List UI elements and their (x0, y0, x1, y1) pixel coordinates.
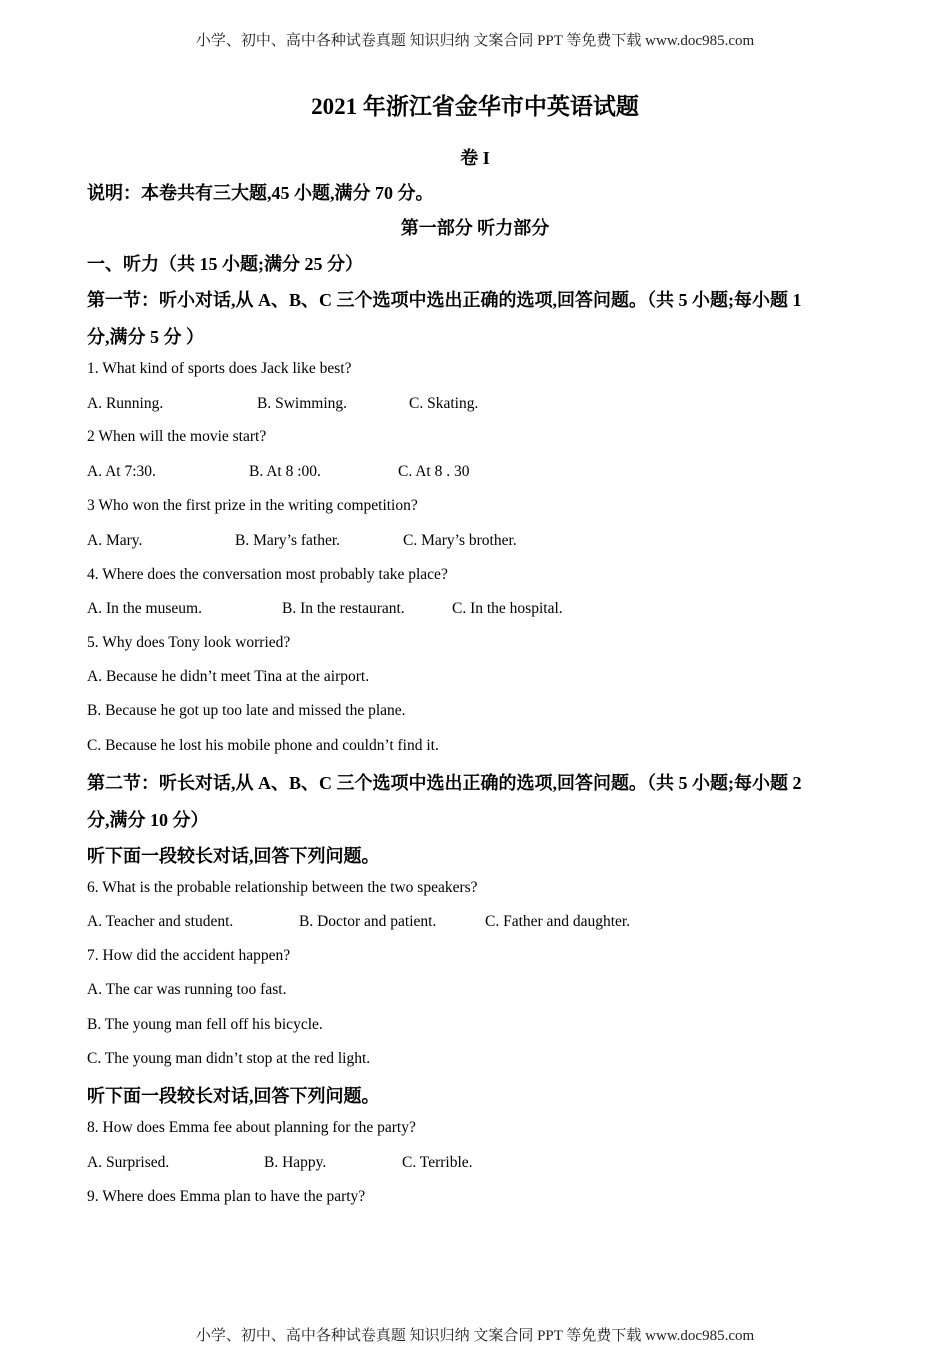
q5-option-c: C. Because he lost his mobile phone and couldn’t find it. (87, 737, 439, 754)
page-footer: 小学、初中、高中各种试卷真题 知识归纳 文案合同 PPT 等免费下载 www.doc985.com (195, 1328, 755, 1344)
page-header: 小学、初中、高中各种试卷真题 知识归纳 文案合同 PPT 等免费下载 www.doc985.com (195, 33, 755, 49)
q5-option-b: B. Because he got up too late and missed the plane. (87, 702, 406, 719)
q6-option-a: A. Teacher and student. (87, 913, 234, 930)
volume-label: 卷 I (460, 148, 490, 168)
question-1: 1. What kind of sports does Jack like best? (87, 360, 352, 377)
q7-option-b: B. The young man fell off his bicycle. (87, 1016, 323, 1033)
q7-option-c: C. The young man didn’t stop at the red light. (87, 1050, 371, 1067)
q2-option-c: C. At 8 . 30 (398, 463, 470, 480)
subsection-2-heading: 第二节：听长对话,从 A、B、C 三个选项中选出正确的选项,回答问题。（共 5 小题;每小题 2 (87, 773, 802, 793)
instructions: 说明：本卷共有三大题,45 小题,满分 70 分。 (87, 183, 434, 203)
section-heading: 一、听力（共 15 小题;满分 25 分） (87, 254, 363, 274)
q1-option-a: A. Running. (87, 395, 164, 412)
question-5: 5. Why does Tony look worried? (87, 634, 291, 651)
q4-option-a: A. In the museum. (87, 600, 202, 617)
q8-option-b: B. Happy. (264, 1154, 327, 1171)
q8-option-a: A. Surprised. (87, 1154, 170, 1171)
question-6: 6. What is the probable relationship between the two speakers? (87, 879, 478, 896)
q3-option-b: B. Mary’s father. (235, 532, 341, 549)
q5-option-a: A. Because he didn’t meet Tina at the airport. (87, 668, 370, 685)
question-4: 4. Where does the conversation most probably take place? (87, 566, 448, 583)
question-2: 2 When will the movie start? (87, 428, 267, 445)
q4-option-b: B. In the restaurant. (282, 600, 405, 617)
question-9: 9. Where does Emma plan to have the party? (87, 1188, 366, 1205)
part-heading: 第一部分 听力部分 (400, 218, 550, 238)
q3-option-c: C. Mary’s brother. (403, 532, 517, 549)
q8-option-c: C. Terrible. (402, 1154, 473, 1171)
question-8: 8. How does Emma fee about planning for the party? (87, 1119, 416, 1136)
q1-option-b: B. Swimming. (257, 395, 348, 412)
q3-option-a: A. Mary. (87, 532, 143, 549)
q4-option-c: C. In the hospital. (452, 600, 563, 617)
subsection-1-heading-cont: 分,满分 5 分 ） (87, 327, 204, 347)
dialogue-instruction-1: 听下面一段较长对话,回答下列问题。 (87, 846, 380, 866)
q7-option-a: A. The car was running too fast. (87, 981, 287, 998)
q6-option-c: C. Father and daughter. (485, 913, 631, 930)
subsection-1-heading: 第一节：听小对话,从 A、B、C 三个选项中选出正确的选项,回答问题。（共 5 小题;每小题 1 (87, 290, 802, 310)
q2-option-b: B. At 8 :00. (249, 463, 321, 480)
q6-option-b: B. Doctor and patient. (299, 913, 437, 930)
q2-option-a: A. At 7:30. (87, 463, 156, 480)
question-7: 7. How did the accident happen? (87, 947, 291, 964)
exam-title: 2021 年浙江省金华市中英语试题 (311, 94, 639, 119)
question-3: 3 Who won the first prize in the writing competition? (87, 497, 418, 514)
subsection-2-heading-cont: 分,满分 10 分） (87, 810, 209, 830)
dialogue-instruction-2: 听下面一段较长对话,回答下列问题。 (87, 1086, 380, 1106)
q1-option-c: C. Skating. (409, 395, 479, 412)
